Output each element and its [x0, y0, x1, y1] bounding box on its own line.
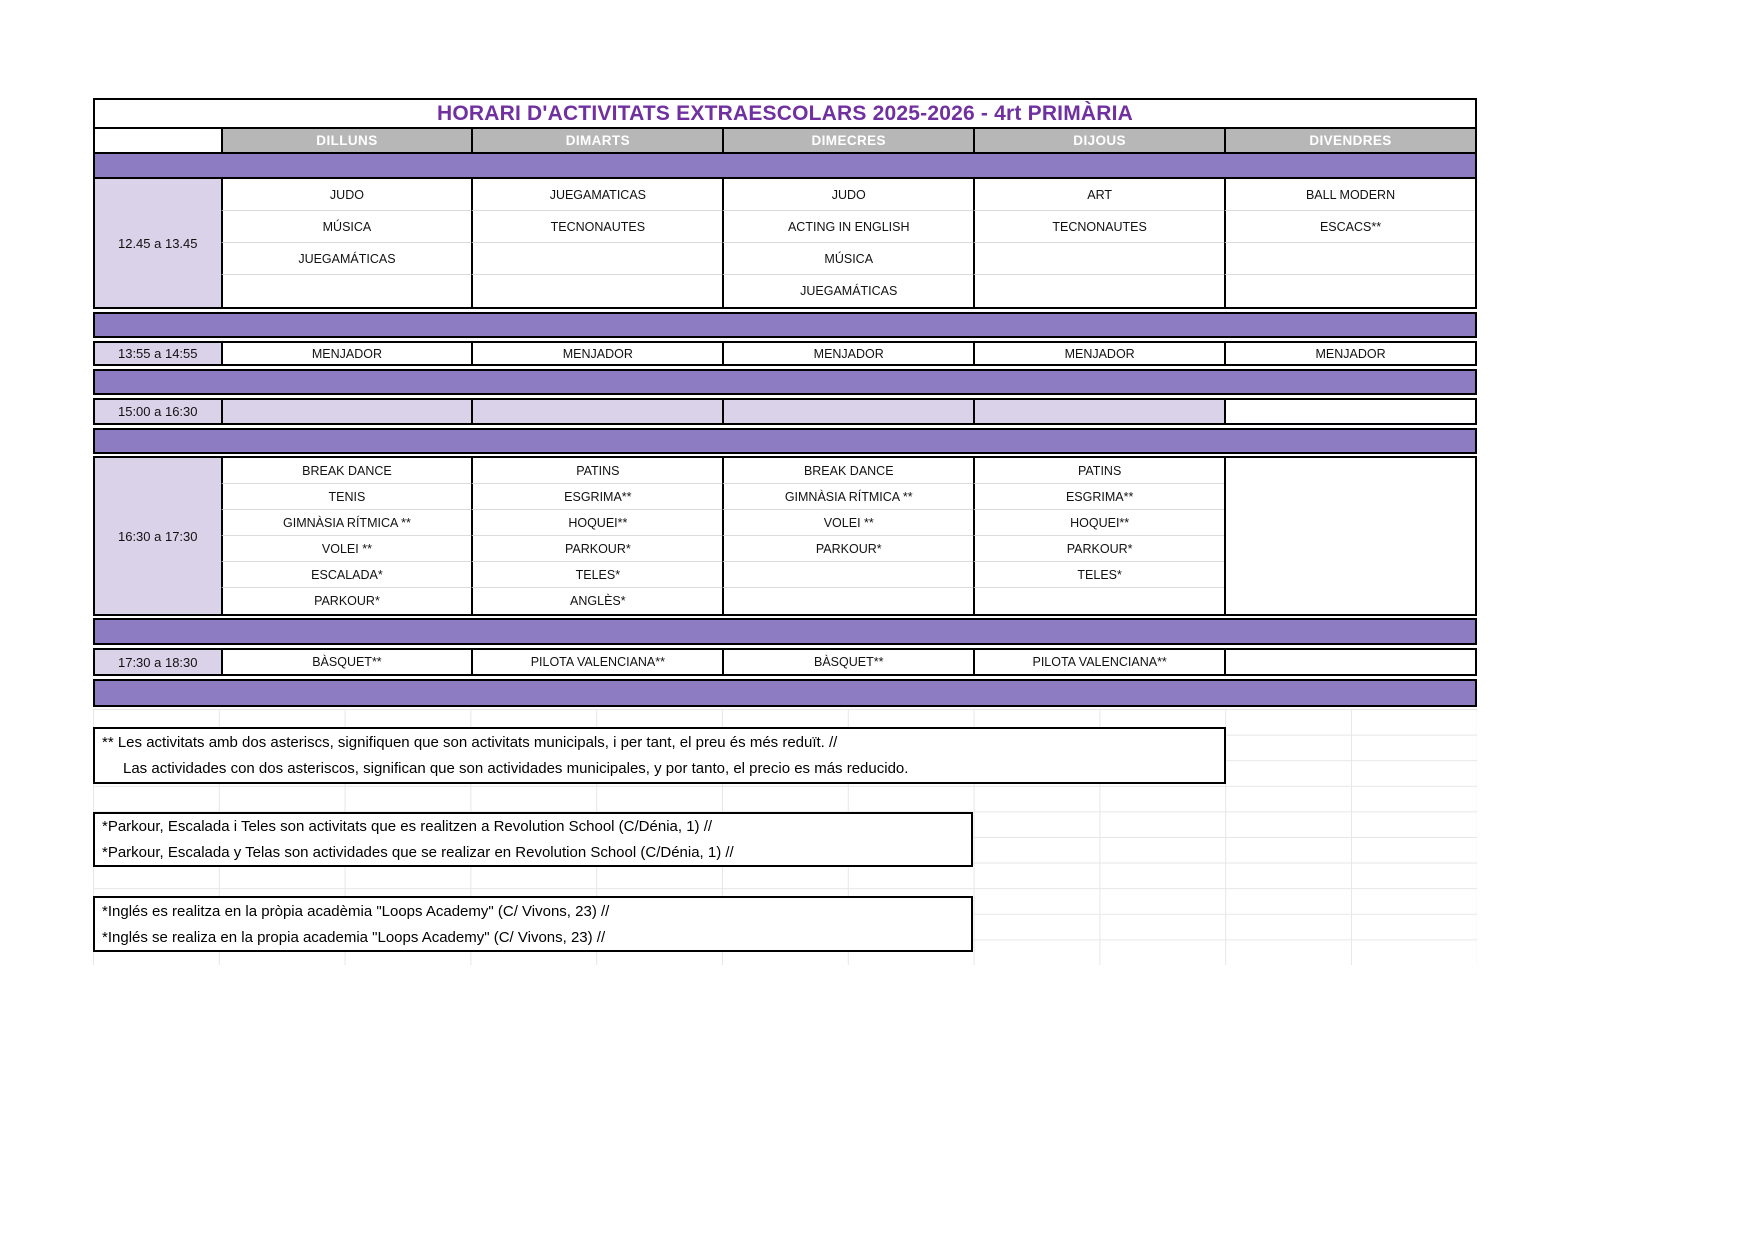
- page-title: HORARI D'ACTIVITATS EXTRAESCOLARS 2025-2026 - 4rt PRIMÀRIA: [93, 98, 1477, 129]
- schedule-cell: ART: [973, 179, 1224, 211]
- schedule-cell: [973, 588, 1224, 614]
- schedule-cell: [973, 400, 1224, 423]
- schedule-cell: TELES*: [471, 562, 722, 588]
- schedule-cell: MÚSICA: [722, 243, 973, 275]
- schedule-cell: [471, 400, 722, 423]
- note-text: Las actividades con dos asteriscos, significan que son actividades municipales, y por tanto, el precio es más reducido.: [123, 760, 909, 778]
- separator-band: [93, 369, 1477, 395]
- schedule-cell: GIMNÀSIA RÍTMICA **: [722, 484, 973, 510]
- time-label-evening: 16:30 a 17:30: [95, 458, 221, 614]
- schedule-cell: TELES*: [973, 562, 1224, 588]
- schedule-cell: BALL MODERN: [1224, 179, 1475, 211]
- schedule-cell: ACTING IN ENGLISH: [722, 211, 973, 243]
- schedule-cell: [722, 588, 973, 614]
- schedule-cell: [722, 562, 973, 588]
- schedule-cell: ESCACS**: [1224, 211, 1475, 243]
- schedule-cell: [1224, 650, 1475, 674]
- menjador-cell: MENJADOR: [722, 343, 973, 364]
- schedule-cell: BÀSQUET**: [722, 650, 973, 674]
- schedule-cell: BÀSQUET**: [221, 650, 472, 674]
- schedule-cell: [1224, 243, 1475, 275]
- schedule-cell: BREAK DANCE: [722, 458, 973, 484]
- schedule-cell: PILOTA VALENCIANA**: [471, 650, 722, 674]
- note-text: ** Les activitats amb dos asteriscs, signifiquen que son activitats municipals, i per tant, el preu és més reduït. //: [102, 733, 838, 751]
- notes-grid-area: [93, 709, 1477, 965]
- note-municipal-activities: [93, 727, 1226, 784]
- separator-band: [93, 618, 1477, 645]
- row-menjador: [93, 341, 1477, 366]
- corner-cell: [95, 129, 221, 152]
- day-header-dilluns: DILLUNS: [221, 129, 472, 152]
- schedule-cell: PATINS: [973, 458, 1224, 484]
- schedule-cell: TECNONAUTES: [973, 211, 1224, 243]
- note-text: *Inglés es realitza en la pròpia acadèmia "Loops Academy" (C/ Vivons, 23) //: [102, 902, 610, 920]
- time-label-late: 17:30 a 18:30: [95, 650, 221, 674]
- schedule-cell: PARKOUR*: [471, 536, 722, 562]
- note-text: *Parkour, Escalada i Teles son activitats que es realitzen a Revolution School (C/Dénia, 1) //: [102, 818, 713, 836]
- schedule-cell-friday-empty: [1224, 458, 1475, 614]
- schedule-cell: JUEGAMÁTICAS: [722, 275, 973, 307]
- schedule-cell: GIMNÀSIA RÍTMICA **: [221, 510, 472, 536]
- schedule-cell: [221, 400, 472, 423]
- schedule-table: [93, 98, 1477, 707]
- schedule-cell: JUDO: [722, 179, 973, 211]
- schedule-cell: [1224, 400, 1475, 423]
- schedule-cell: TECNONAUTES: [471, 211, 722, 243]
- note-revolution-school: [93, 812, 973, 867]
- schedule-cell: [722, 400, 973, 423]
- separator-band: [93, 428, 1477, 454]
- menjador-cell: MENJADOR: [1224, 343, 1475, 364]
- schedule-cell: HOQUEI**: [973, 510, 1224, 536]
- schedule-cell: PATINS: [471, 458, 722, 484]
- schedule-cell: MÚSICA: [221, 211, 472, 243]
- schedule-cell: PARKOUR*: [221, 588, 472, 614]
- schedule-cell: [973, 275, 1224, 307]
- menjador-cell: MENJADOR: [221, 343, 472, 364]
- day-header-dimecres: DIMECRES: [722, 129, 973, 152]
- block-evening: [93, 456, 1477, 616]
- time-label-midday: 12.45 a 13.45: [95, 179, 221, 307]
- menjador-cell: MENJADOR: [471, 343, 722, 364]
- time-label-afternoon: 15:00 a 16:30: [95, 400, 221, 423]
- schedule-cell: VOLEI **: [722, 510, 973, 536]
- schedule-cell: HOQUEI**: [471, 510, 722, 536]
- row-late: [93, 648, 1477, 676]
- schedule-cell: JUDO: [221, 179, 472, 211]
- block-midday: [93, 177, 1477, 309]
- day-header-divendres: DIVENDRES: [1224, 129, 1475, 152]
- schedule-cell: PARKOUR*: [722, 536, 973, 562]
- schedule-cell: ESGRIMA**: [973, 484, 1224, 510]
- time-label-lunch: 13:55 a 14:55: [95, 343, 221, 364]
- separator-band: [93, 312, 1477, 338]
- separator-band: [93, 152, 1477, 179]
- note-text: *Parkour, Escalada y Telas son actividades que se realizar en Revolution School (C/Dénia, 1) //: [102, 843, 734, 861]
- schedule-cell: TENIS: [221, 484, 472, 510]
- schedule-cell: [471, 275, 722, 307]
- menjador-cell: MENJADOR: [973, 343, 1224, 364]
- schedule-cell: ESCALADA*: [221, 562, 472, 588]
- schedule-cell: [973, 243, 1224, 275]
- note-loops-academy: [93, 896, 973, 952]
- note-text: *Inglés se realiza en la propia academia "Loops Academy" (C/ Vivons, 23) //: [102, 928, 606, 946]
- schedule-cell: ANGLÈS*: [471, 588, 722, 614]
- schedule-cell: JUEGAMATICAS: [471, 179, 722, 211]
- separator-band: [93, 679, 1477, 707]
- schedule-cell: [471, 243, 722, 275]
- day-header-row: [93, 127, 1477, 154]
- schedule-cell: [221, 275, 472, 307]
- day-header-dijous: DIJOUS: [973, 129, 1224, 152]
- row-afternoon: [93, 398, 1477, 425]
- schedule-cell: ESGRIMA**: [471, 484, 722, 510]
- schedule-cell: VOLEI **: [221, 536, 472, 562]
- schedule-cell: PARKOUR*: [973, 536, 1224, 562]
- day-header-dimarts: DIMARTS: [471, 129, 722, 152]
- schedule-cell: [1224, 275, 1475, 307]
- schedule-cell: JUEGAMÁTICAS: [221, 243, 472, 275]
- schedule-cell: BREAK DANCE: [221, 458, 472, 484]
- schedule-cell: PILOTA VALENCIANA**: [973, 650, 1224, 674]
